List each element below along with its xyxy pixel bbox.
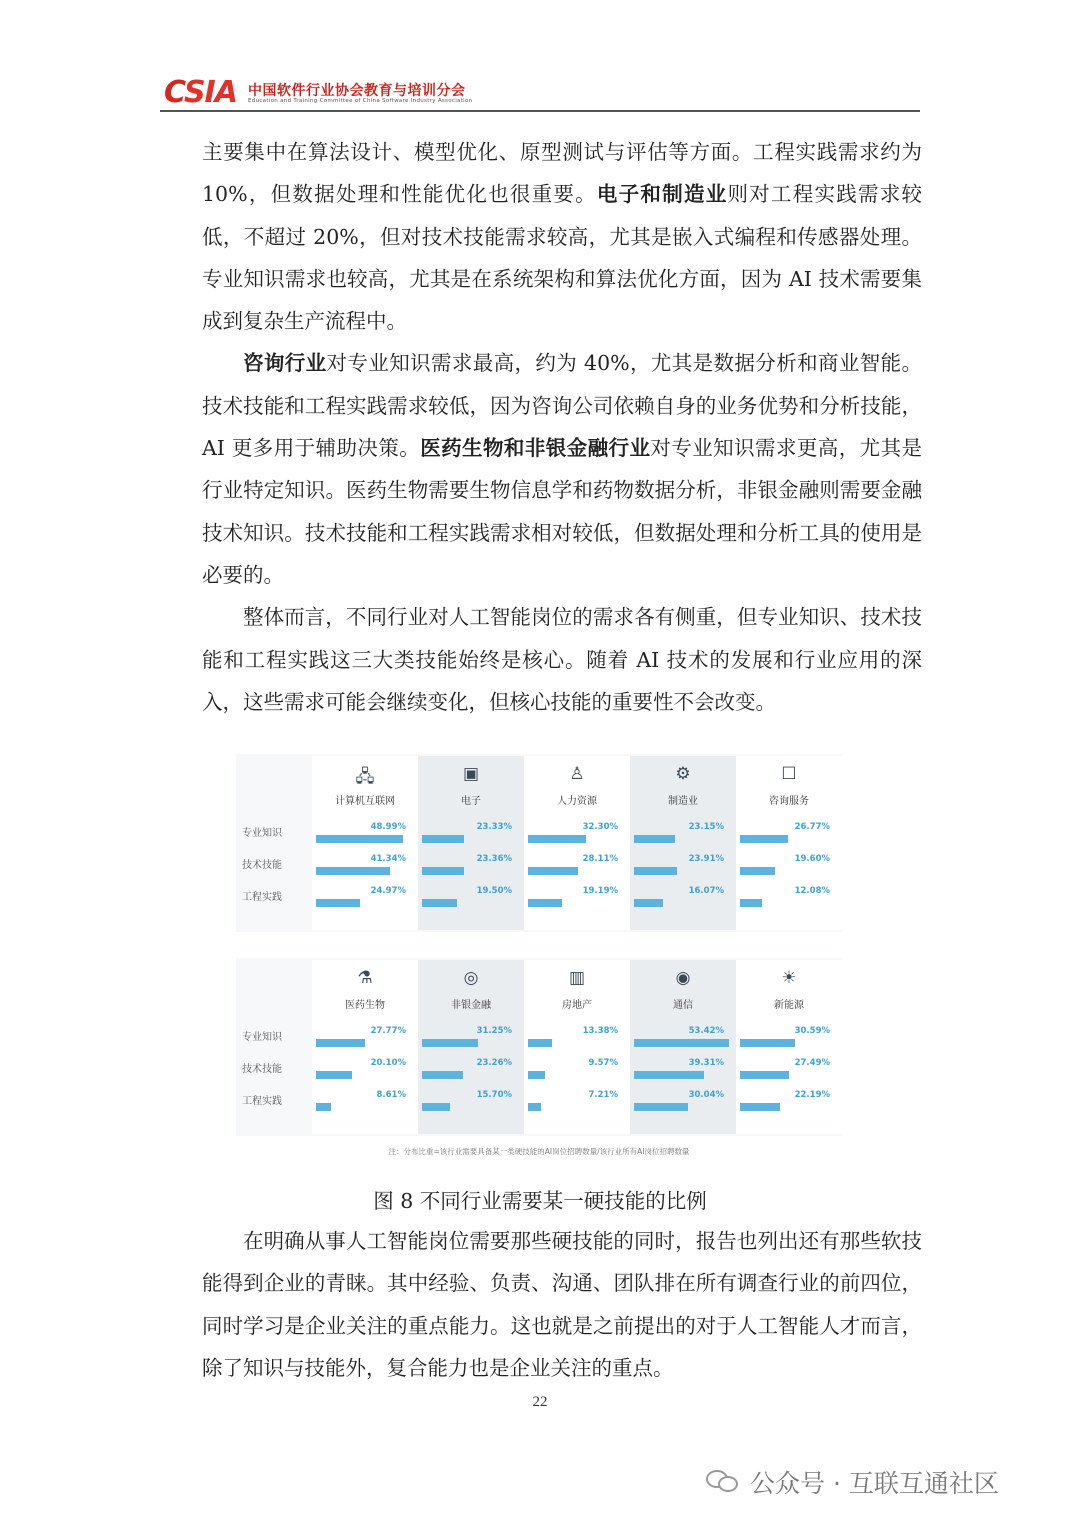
- industry-name: 咨询服务: [769, 796, 809, 807]
- skill-bar: [422, 1071, 463, 1079]
- skill-bar: [528, 867, 578, 875]
- industry-icon: ▣: [462, 764, 480, 784]
- page-number: 22: [532, 1394, 548, 1410]
- industry-icon: ☐: [781, 764, 797, 784]
- bar-value-label: 15.70%: [476, 1090, 512, 1100]
- bar-value-label: 30.04%: [688, 1090, 724, 1100]
- skill-bar: [422, 1039, 478, 1047]
- industry-icon: ☀: [781, 968, 797, 988]
- industry-icon: ◎: [463, 968, 479, 988]
- industry-panel: [630, 960, 736, 1134]
- bar-value-label: 48.99%: [370, 822, 406, 832]
- text-run: 对专业知识需求更高，尤其是行业特定知识。医药生物需要生物信息学和药物数据分析，非银金融则需要金融技术知识。技术技能和工程实践需求相对较低，但数据处理和分析工具的使用是必要的。: [202, 436, 923, 587]
- industry-name: 房地产: [562, 1000, 592, 1011]
- industry-name: 医药生物: [345, 1000, 385, 1011]
- skill-bar: [316, 835, 403, 843]
- industry-panel: [312, 756, 418, 930]
- bar-value-label: 23.91%: [688, 854, 724, 864]
- header-rule: [160, 110, 920, 112]
- industry-name: 人力资源: [557, 796, 597, 807]
- skill-bar: [634, 1071, 704, 1079]
- skill-bar: [740, 899, 762, 907]
- skill-bar: [316, 1103, 331, 1111]
- skill-bar: [422, 867, 464, 875]
- skill-bar: [422, 835, 464, 843]
- industry-panel: [736, 960, 842, 1134]
- bar-value-label: 30.59%: [794, 1026, 830, 1036]
- skill-bar: [528, 899, 562, 907]
- figure-note: 注：分布比重=该行业需要具备某一类硬技能的AI岗位招聘数量/该行业所有AI岗位招聘数量: [388, 1147, 690, 1156]
- bar-value-label: 19.60%: [794, 854, 830, 864]
- row-label: 技术技能: [242, 1064, 282, 1075]
- skill-bar: [316, 1039, 365, 1047]
- bold-phrase: 咨询行业: [243, 351, 327, 376]
- skill-bar: [740, 1071, 789, 1079]
- industry-icon: ⚗: [357, 968, 373, 988]
- skill-bar: [316, 899, 360, 907]
- industry-name: 制造业: [668, 796, 698, 807]
- paragraph: [202, 1220, 922, 1389]
- bar-value-label: 16.07%: [688, 886, 724, 896]
- bar-value-label: 8.61%: [376, 1090, 406, 1100]
- bar-value-label: 19.50%: [476, 886, 512, 896]
- industry-panel: [630, 756, 736, 930]
- skill-figure-bottom: [236, 958, 842, 1136]
- industry-name: 通信: [673, 1000, 693, 1011]
- bold-phrase: 医药生物和非银金融行业: [420, 436, 651, 461]
- skill-bar: [528, 835, 586, 843]
- figure-caption: 图 8 不同行业需要某一硬技能的比例: [373, 1189, 707, 1213]
- bar-value-label: 41.34%: [370, 854, 406, 864]
- paragraph: [202, 596, 922, 723]
- bar-value-label: 24.97%: [370, 886, 406, 896]
- bar-value-label: 26.77%: [794, 822, 830, 832]
- bar-value-label: 27.49%: [794, 1058, 830, 1068]
- industry-icon: ▥: [568, 968, 586, 988]
- bar-value-label: 23.36%: [476, 854, 512, 864]
- body-text-bottom: [202, 1220, 922, 1389]
- org-name-en: Education and Training Committee of China Software Industry Association: [248, 98, 473, 104]
- bar-value-label: 13.38%: [582, 1026, 618, 1036]
- bar-value-label: 31.25%: [476, 1026, 512, 1036]
- skill-bar: [316, 867, 390, 875]
- skill-bar: [316, 1071, 352, 1079]
- bar-value-label: 23.15%: [688, 822, 724, 832]
- text-run: 对专业知识需求最高，约为 40%，尤其是数据分析和商业智能。技术技能和工程实践需求较低，因为咨询公司依赖自身的业务优势和分析技能，AI 更多用于辅助决策。: [202, 351, 922, 461]
- wechat-icon: [706, 1468, 740, 1496]
- row-label: 技术技能: [242, 860, 282, 871]
- skill-bar: [634, 899, 663, 907]
- skill-bar: [528, 1071, 545, 1079]
- bar-value-label: 7.21%: [588, 1090, 618, 1100]
- industry-name: 新能源: [774, 1000, 804, 1011]
- bar-value-label: 27.77%: [370, 1026, 406, 1036]
- text-run: 主要集中在算法设计、模型优化、原型测试与评估等方面。工程实践需求约为 10%，但数据处理和性能优化也很重要。: [202, 140, 922, 207]
- watermark-text: 公众号 · 互联互通社区: [750, 1469, 999, 1498]
- bar-value-label: 23.33%: [476, 822, 512, 832]
- industry-panel: [524, 756, 630, 930]
- industry-icon: 🖧: [355, 767, 375, 787]
- bar-value-label: 23.26%: [476, 1058, 512, 1068]
- industry-panel: [736, 756, 842, 930]
- skill-bar: [740, 1103, 780, 1111]
- skill-figure-top: [236, 754, 842, 932]
- csia-logo: CSIA: [164, 75, 237, 110]
- bar-value-label: 53.42%: [688, 1026, 724, 1036]
- row-label: 工程实践: [242, 892, 282, 903]
- industry-panel: [312, 960, 418, 1134]
- bar-value-label: 28.11%: [582, 854, 618, 864]
- industry-name: 非银金融: [451, 1000, 491, 1011]
- bar-value-label: 32.30%: [582, 822, 618, 832]
- industry-panel: [524, 960, 630, 1134]
- skill-bar: [422, 1103, 450, 1111]
- bar-value-label: 9.57%: [588, 1058, 618, 1068]
- row-label: 专业知识: [242, 1032, 282, 1043]
- industry-icon: ◉: [675, 968, 691, 988]
- page-header: [160, 70, 920, 112]
- bar-value-label: 19.19%: [582, 886, 618, 896]
- paragraph: [202, 131, 922, 342]
- watermark: [706, 1460, 999, 1504]
- industry-icon: ♙: [569, 764, 585, 784]
- skill-bar: [422, 899, 457, 907]
- text-run: 整体而言，不同行业对人工智能岗位的需求各有侧重，但专业知识、技术技能和工程实践这三大类技能始终是核心。随着 AI 技术的发展和行业应用的深入，这些需求可能会继续变化，但核心技能的重要性不会改变。: [202, 605, 922, 714]
- row-label: 专业知识: [242, 828, 282, 839]
- paragraph: [202, 342, 922, 596]
- text-run: 则对工程实践需求较低，不超过 20%，但对技术技能需求较高，尤其是嵌入式编程和传感器处理。专业知识需求也较高，尤其是在系统架构和算法优化方面，因为 AI 技术需要集成到复杂生产流程中。: [202, 182, 923, 334]
- skill-bar: [528, 1039, 552, 1047]
- skill-bar: [528, 1103, 541, 1111]
- bar-value-label: 39.31%: [688, 1058, 724, 1068]
- skill-bar: [634, 1039, 729, 1047]
- skill-bar: [634, 1103, 688, 1111]
- industry-panel: [418, 960, 524, 1134]
- skill-bar: [740, 835, 788, 843]
- skill-bar: [634, 835, 675, 843]
- skill-bar: [634, 867, 677, 875]
- industry-name: 电子: [461, 796, 481, 807]
- body-text-top: [202, 131, 922, 723]
- org-name-cn: 中国软件行业协会教育与培训分会: [248, 83, 466, 99]
- skill-bar: [740, 867, 775, 875]
- industry-panel: [418, 756, 524, 930]
- bar-value-label: 12.08%: [794, 886, 830, 896]
- row-label: 工程实践: [242, 1096, 282, 1107]
- bold-phrase: 电子和制造业: [596, 182, 728, 207]
- industry-icon: ⚙: [675, 764, 691, 784]
- bar-value-label: 20.10%: [370, 1058, 406, 1068]
- bar-value-label: 22.19%: [794, 1090, 830, 1100]
- text-run: 在明确从事人工智能岗位需要那些硬技能的同时，报告也列出还有那些软技能得到企业的青睐。其中经验、负责、沟通、团队排在所有调查行业的前四位，同时学习是企业关注的重点能力。这也就是之前提出的对于人工智能人才而言，除了知识与技能外，复合能力也是企业关注的重点。: [202, 1229, 922, 1380]
- skill-bar: [740, 1039, 795, 1047]
- industry-name: 计算机互联网: [335, 796, 395, 807]
